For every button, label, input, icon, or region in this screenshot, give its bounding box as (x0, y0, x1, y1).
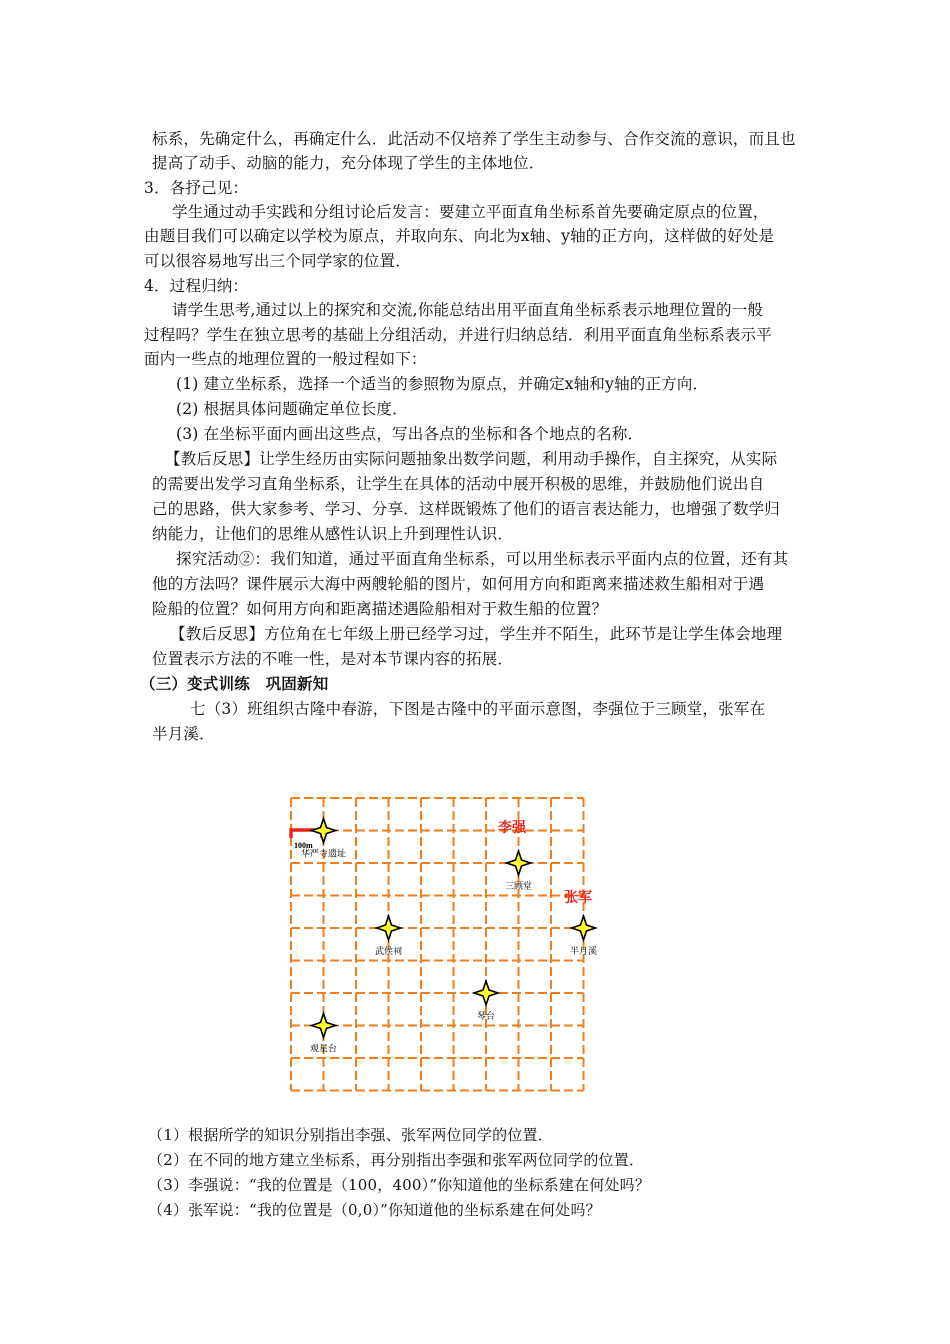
map-places (301, 819, 597, 1055)
text-line: 探究活动②：我们知道，通过平面直角坐标系，可以用坐标表示平面内点的位置，还有其 (176, 550, 789, 568)
step-item: (2) 根据具体问题确定单位长度． (176, 400, 408, 418)
text-line: 他的方法吗？课件展示大海中两艘轮船的图片，如何用方向和距离来描述救生船相对于遇 (152, 575, 765, 593)
star-icon (312, 1014, 336, 1038)
place-marker (375, 916, 402, 957)
text-line: 由题目我们可以确定以学校为原点，并取向东、向北为x轴、y轴的正方向，这样做的好处是 (144, 227, 775, 245)
question-item: （1）根据所学的知识分别指出李强、张军两位同学的位置． (148, 1126, 553, 1144)
text-line: 提高了动手、动脑的能力，充分体现了学生的主体地位． (152, 154, 545, 172)
text-line: 【教后反思】方位角在七年级上册已经学习过，学生并不陌生，此环节是让学生体会地理 (170, 625, 783, 643)
scale-label: 100m (294, 841, 313, 850)
text-line: 七（3）班组织古隆中春游，下图是古隆中的平面示意图，李强位于三顾堂，张军在 (190, 700, 766, 718)
star-icon (377, 916, 401, 940)
text-line: 请学生思考,通过以上的探究和交流,你能总结出用平面直角坐标系表示地理位置的一般 (172, 301, 764, 319)
text-line: 【教后反思】让学生经历由实际问题抽象出数学问题，利用动手操作，自主探究，从实际 (165, 450, 778, 468)
place-marker (301, 819, 346, 860)
question-item: （4）张军说：“我的位置是（0,0）”你知道他的坐标系建在何处吗？ (148, 1201, 601, 1219)
text-line: 的需要出发学习直角坐标系，让学生在具体的活动中展开积极的思维，并鼓励他们说出自 (152, 475, 765, 493)
place-marker (505, 851, 532, 892)
place-label: 武侯祠 (374, 947, 403, 957)
text-line: 标系，先确定什么，再确定什么．此活动不仅培养了学生主动参与、合作交流的意识，而且也 (152, 130, 796, 148)
text-line: 过程吗？学生在独立思考的基础上分组活动，并进行归纳总结．利用平面直角坐标系表示平 (144, 326, 773, 344)
place-marker (570, 916, 597, 957)
section-heading: 4．过程归纳： (144, 277, 249, 295)
person-label: 张军 (564, 890, 592, 906)
text-line: 位置表示方法的不唯一性，是对本节课内容的拓展． (152, 650, 514, 668)
section-title: （三）变式训练 巩固新知 (140, 674, 329, 693)
star-icon (572, 916, 596, 940)
text-line: 己的思路，供大家参考、学习、分享．这样既锻炼了他们的语言表达能力，也增强了数学归 (152, 500, 781, 518)
question-item: （2）在不同的地方建立坐标系，再分别指出李强和张军两位同学的位置． (148, 1151, 645, 1169)
step-item: (3) 在坐标平面内画出这些点，写出各点的坐标和各个地点的名称． (176, 425, 644, 443)
star-icon (312, 819, 336, 843)
section-heading: 3．各抒己见： (144, 179, 249, 197)
place-label: 观星台 (309, 1044, 338, 1055)
star-icon (507, 851, 531, 875)
place-label: 琴台 (476, 1012, 496, 1022)
map-svg (282, 790, 602, 1110)
text-line: 面内一些点的地理位置的一般过程如下： (144, 350, 427, 368)
text-line: 学生通过动手实践和分组讨论后发言：要建立平面直角坐标系首先要确定原点的位置， (172, 203, 769, 221)
place-label: 华严寺遗址 (300, 849, 347, 860)
step-item: (1) 建立坐标系，选择一个适当的参照物为原点，并确定x轴和y轴的正方向． (176, 375, 709, 393)
person-label: 李强 (498, 820, 526, 836)
text-line: 半月溪． (152, 725, 215, 743)
question-item: （3）李强说：“我的位置是（100，400）”你知道他的坐标系建在何处吗？ (148, 1176, 651, 1194)
text-line: 可以很容易地写出三个同学家的位置． (144, 252, 411, 270)
place-label: 三顾堂 (504, 882, 533, 892)
text-line: 纳能力，让他们的思维从感性认识上升到理性认识． (152, 525, 514, 543)
place-marker (474, 981, 498, 1022)
text-line: 险船的位置？如何用方向和距离描述遇险船相对于救生船的位置？ (152, 600, 608, 618)
place-marker (310, 1014, 337, 1055)
star-icon (474, 981, 498, 1005)
guolongzhong-map (282, 790, 602, 1110)
place-label: 半月溪 (569, 947, 598, 957)
